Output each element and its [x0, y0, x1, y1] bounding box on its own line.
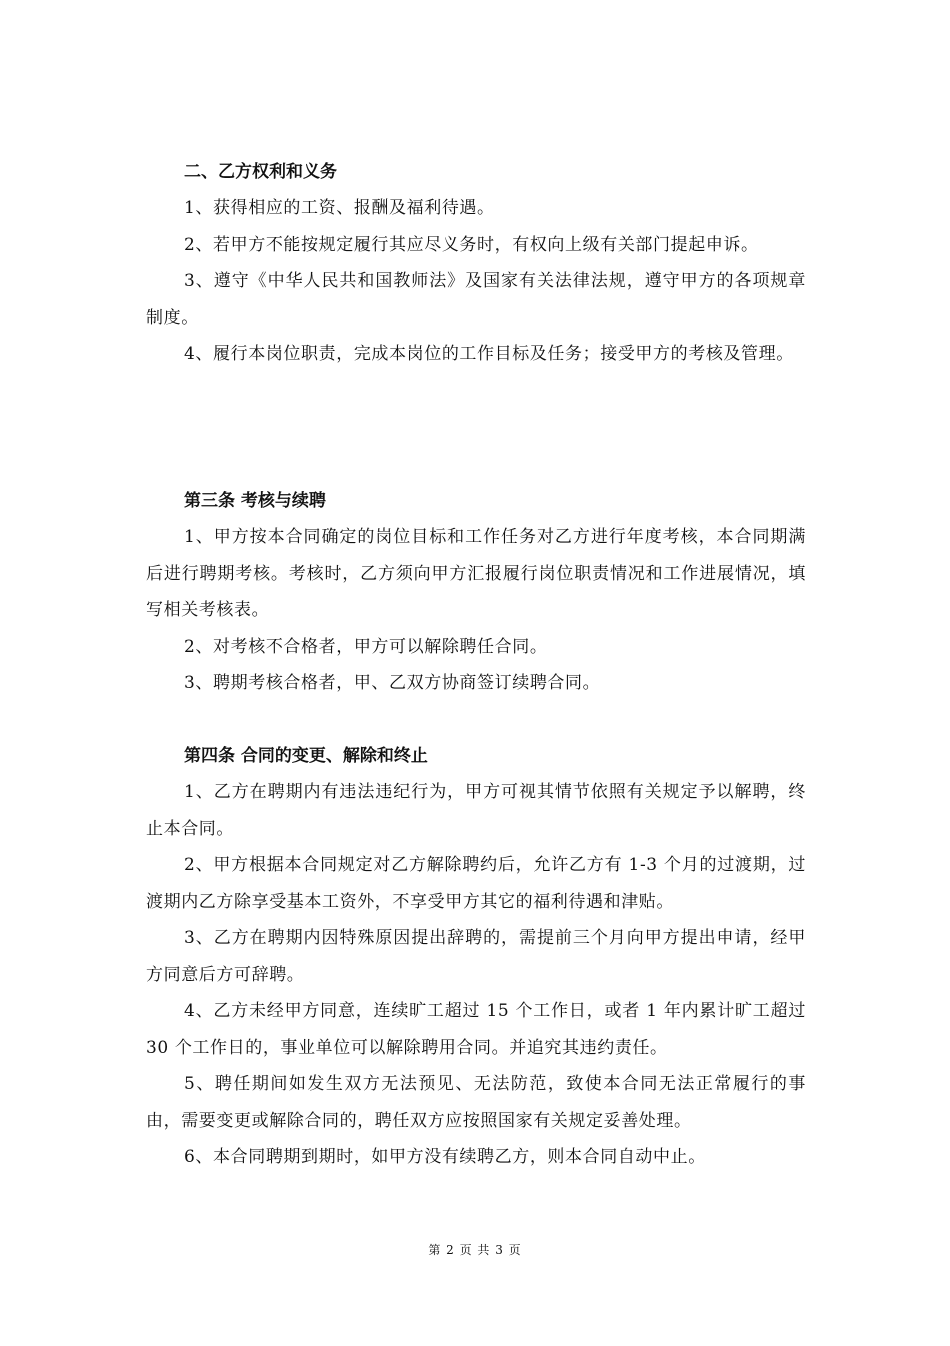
article-heading: 第三条 考核与续聘: [184, 491, 326, 511]
paragraph-item: 4、乙方未经甲方同意，连续旷工超过 15 个工作日，或者 1 年内累计旷工超过 30 个工作日的，事业单位可以解除聘用合同。并追究其违约责任。: [146, 1001, 806, 1058]
paragraph-item: 1、乙方在聘期内有违法违纪行为，甲方可视其情节依照有关规定予以解聘，终止本合同。: [146, 782, 806, 839]
paragraph-item: 5、聘任期间如发生双方无法预见、无法防范，致使本合同无法正常履行的事由，需要变更或解除合同的，聘任双方应按照国家有关规定妥善处理。: [146, 1074, 806, 1131]
paragraph-item: 3、聘期考核合格者，甲、乙双方协商签订续聘合同。: [184, 673, 601, 693]
paragraph-item: 3、乙方在聘期内因特殊原因提出辞聘的，需提前三个月向甲方提出申请，经甲方同意后方可辞聘。: [146, 928, 806, 985]
paragraph-item: 2、对考核不合格者，甲方可以解除聘任合同。: [184, 636, 548, 657]
section-heading: 二、乙方权利和义务: [184, 162, 337, 182]
section-article-4: [146, 738, 806, 1176]
section-party-b-rights: [146, 154, 806, 373]
page-number-footer: 第 2 页 共 3 页: [428, 1243, 522, 1257]
paragraph-item: 3、遵守《中华人民共和国教师法》及国家有关法律法规，遵守甲方的各项规章制度。: [146, 271, 806, 328]
paragraph-item: 4、履行本岗位职责，完成本岗位的工作目标及任务；接受甲方的考核及管理。: [184, 344, 794, 364]
paragraph-item: 1、甲方按本合同确定的岗位目标和工作任务对乙方进行年度考核，本合同期满后进行聘期考核。考核时，乙方须向甲方汇报履行岗位职责情况和工作进展情况，填写相关考核表。: [146, 527, 806, 620]
section-article-3: [146, 483, 806, 702]
paragraph-item: 2、若甲方不能按规定履行其应尽义务时，有权向上级有关部门提起申诉。: [184, 234, 759, 255]
paragraph-item: 1、获得相应的工资、报酬及福利待遇。: [184, 198, 495, 218]
paragraph-item: 6、本合同聘期到期时，如甲方没有续聘乙方，则本合同自动中止。: [184, 1147, 706, 1167]
article-heading: 第四条 合同的变更、解除和终止: [184, 746, 428, 766]
paragraph-item: 2、甲方根据本合同规定对乙方解除聘约后，允许乙方有 1-3 个月的过渡期，过渡期内乙方除享受基本工资外，不享受甲方其它的福利待遇和津贴。: [146, 855, 806, 912]
